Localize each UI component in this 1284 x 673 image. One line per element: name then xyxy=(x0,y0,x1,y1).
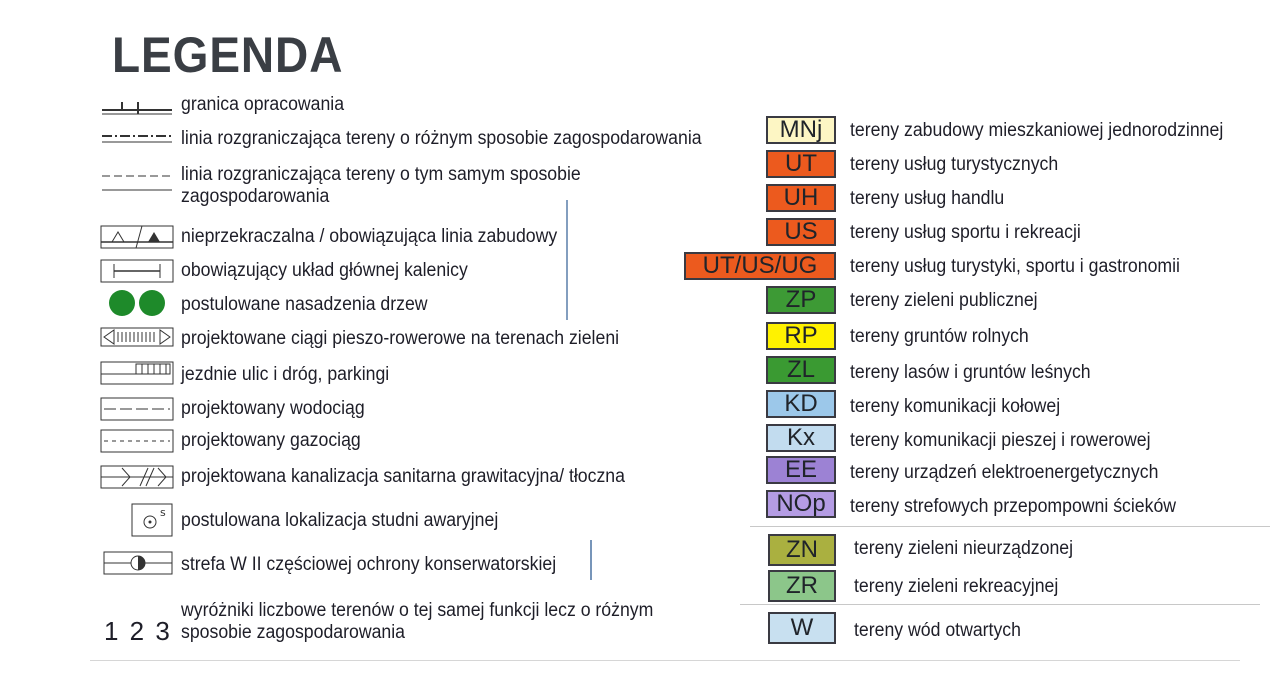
zone-label: tereny lasów i gruntów leśnych xyxy=(850,362,1091,383)
legend-item-label: projektowany gazociąg xyxy=(181,430,361,451)
zone-label: tereny komunikacji pieszej i rowerowej xyxy=(850,430,1151,451)
zone-code-ZP: ZP xyxy=(766,286,836,314)
zone-code-KD: KD xyxy=(766,390,836,418)
zone-label: tereny usług sportu i rekreacji xyxy=(850,222,1081,243)
legend-item-label: linia rozgraniczająca tereny o tym samym sposobie zagospodarowania xyxy=(181,164,581,207)
legend-item-label: obowiązujący układ głównej kalenicy xyxy=(181,260,468,281)
scan-mark xyxy=(590,540,592,580)
legend-item-label: strefa W II częściowej ochrony konserwatorskiej xyxy=(181,554,557,575)
zone-code-UH: UH xyxy=(766,184,836,212)
zone-code-EE: EE xyxy=(766,456,836,484)
zone-code-RP: RP xyxy=(766,322,836,350)
legend-item-label: postulowana lokalizacja studni awaryjnej xyxy=(181,510,499,531)
legend-item-label: projektowana kanalizacja sanitarna grawitacyjna/ tłoczna xyxy=(181,466,625,487)
road-icon xyxy=(100,358,174,388)
zone-label: tereny usług handlu xyxy=(850,188,1005,209)
zone-code-ZL: ZL xyxy=(766,356,836,384)
zone-code-US: US xyxy=(766,218,836,246)
separator xyxy=(740,604,1260,605)
boundary-icon xyxy=(100,92,174,122)
separator xyxy=(750,526,1270,527)
legend-item-label: jezdnie ulic i dróg, parkingi xyxy=(181,364,390,385)
zone-code-ZN: ZN xyxy=(768,534,836,566)
legend-title: LEGENDA xyxy=(112,27,344,83)
zone-label: tereny wód otwartych xyxy=(854,620,1021,641)
zone-label: tereny strefowych przepompowni ścieków xyxy=(850,496,1177,517)
zone-code-W: W xyxy=(768,612,836,644)
legend-item-label: nieprzekraczalna / obowiązująca linia zabudowy xyxy=(181,226,558,247)
zone-code-ZR: ZR xyxy=(768,570,836,602)
zone-label: tereny zieleni rekreacyjnej xyxy=(854,576,1059,597)
zone-label: tereny komunikacji kołowej xyxy=(850,396,1061,417)
zone-code-UT: UT xyxy=(766,150,836,178)
legend-item-label: projektowane ciągi pieszo-rowerowe na terenach zieleni xyxy=(181,328,620,349)
tree-icon xyxy=(100,288,174,318)
zone-label: tereny zabudowy mieszkaniowej jednorodzinnej xyxy=(850,120,1224,141)
zone-code-NOp: NOp xyxy=(766,490,836,518)
bike-path-icon xyxy=(100,322,174,352)
conservation-icon xyxy=(100,548,174,578)
numeric-markers-label: wyróżniki liczbowe terenów o tej samej funkcji lecz o różnym sposobie zagospodarowania xyxy=(181,600,654,643)
dotted-line-icon xyxy=(100,162,174,212)
legend-item-label: granica opracowania xyxy=(181,94,345,115)
zone-code-Kx: Kx xyxy=(766,424,836,452)
zone-label: tereny usług turystycznych xyxy=(850,154,1059,175)
zone-label: tereny urządzeń elektroenergetycznych xyxy=(850,462,1159,483)
separator xyxy=(90,660,1240,661)
zone-label: tereny zieleni nieurządzonej xyxy=(854,538,1074,559)
scan-mark xyxy=(566,200,568,320)
zone-label: tereny usług turystyki, sportu i gastronomii xyxy=(850,256,1180,277)
ridge-icon xyxy=(100,256,174,286)
building-line-icon xyxy=(100,222,174,252)
well-icon xyxy=(100,502,174,538)
zone-label: tereny gruntów rolnych xyxy=(850,326,1029,347)
gas-main-icon xyxy=(100,426,174,456)
legend-item-label: postulowane nasadzenia drzew xyxy=(181,294,428,315)
svg-text:s: s xyxy=(160,506,166,519)
numeric-markers: 1 2 3 xyxy=(104,616,172,646)
legend-item-label: projektowany wodociąg xyxy=(181,398,365,419)
sewer-icon xyxy=(100,462,174,492)
zone-code-UT-US-UG: UT/US/UG xyxy=(684,252,836,280)
dashed-line-icon xyxy=(100,124,174,154)
legend-item-label: linia rozgraniczająca tereny o różnym sposobie zagospodarowania xyxy=(181,128,702,149)
zone-label: tereny zieleni publicznej xyxy=(850,290,1038,311)
zone-code-MNj: MNj xyxy=(766,116,836,144)
water-main-icon xyxy=(100,394,174,424)
